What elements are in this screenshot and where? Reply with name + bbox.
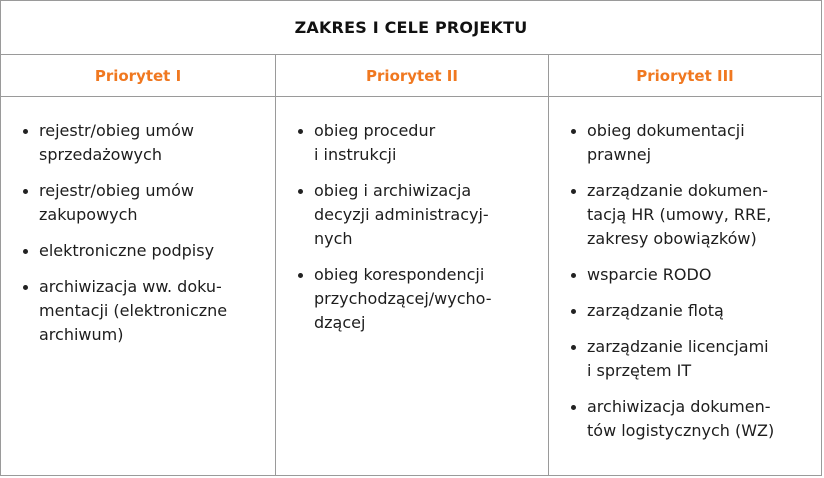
table-title: ZAKRES I CELE PROJEKTU: [294, 18, 528, 37]
priority-body-row: [1, 97, 821, 475]
priority-2-cell: [276, 97, 549, 475]
list-item-text: archiwizacja dokumen- tów logistycznych (WZ): [587, 397, 775, 440]
list-item: [21, 119, 261, 167]
bullet-icon: [571, 189, 576, 194]
priority-3-header: Priorytet III: [636, 66, 734, 85]
list-item: [569, 335, 807, 383]
bullet-icon: [23, 285, 28, 290]
list-item: [21, 275, 261, 347]
table-title-row: [1, 1, 821, 55]
bullet-icon: [298, 189, 303, 194]
list-item: [569, 395, 807, 443]
priority-1-cell: [1, 97, 276, 475]
bullet-icon: [298, 273, 303, 278]
bullet-icon: [23, 129, 28, 134]
list-item-text: obieg i archiwizacja decyzji administracyj- nych: [314, 181, 489, 248]
list-item-text: zarządzanie flotą: [587, 301, 724, 320]
priority-3-cell: [549, 97, 821, 475]
priority-2-header: Priorytet II: [276, 55, 549, 96]
list-item: [296, 263, 534, 335]
priority-1-header: Priorytet I: [1, 55, 276, 96]
priority-header-row: [1, 55, 821, 97]
bullet-icon: [571, 405, 576, 410]
bullet-icon: [571, 129, 576, 134]
list-item: [569, 299, 807, 323]
list-item-text: rejestr/obieg umów zakupowych: [39, 181, 195, 224]
list-item-text: obieg procedur i instrukcji: [314, 121, 436, 164]
list-item-text: rejestr/obieg umów sprzedażowych: [39, 121, 195, 164]
bullet-icon: [571, 273, 576, 278]
list-item: [296, 179, 534, 251]
priority-3-list: [569, 119, 807, 443]
priority-1-list: [21, 119, 261, 347]
list-item: [21, 179, 261, 227]
bullet-icon: [571, 345, 576, 350]
bullet-icon: [23, 189, 28, 194]
list-item: [569, 179, 807, 251]
list-item-text: obieg dokumentacji prawnej: [587, 121, 745, 164]
list-item: [569, 119, 807, 167]
list-item-text: wsparcie RODO: [587, 265, 712, 284]
list-item-text: zarządzanie licencjami i sprzętem IT: [587, 337, 769, 380]
list-item: [296, 119, 534, 167]
list-item-text: zarządzanie dokumen- tacją HR (umowy, RRE, zakresy obowiązków): [587, 181, 772, 248]
list-item: [569, 263, 807, 287]
list-item: [21, 239, 261, 263]
bullet-icon: [23, 249, 28, 254]
list-item-text: obieg korespondencji przychodzącej/wycho- dzącej: [314, 265, 492, 332]
bullet-icon: [571, 309, 576, 314]
bullet-icon: [298, 129, 303, 134]
list-item-text: elektroniczne podpisy: [39, 241, 215, 260]
list-item-text: archiwizacja ww. doku- mentacji (elektroniczne archiwum): [39, 277, 228, 344]
priority-2-list: [296, 119, 534, 335]
